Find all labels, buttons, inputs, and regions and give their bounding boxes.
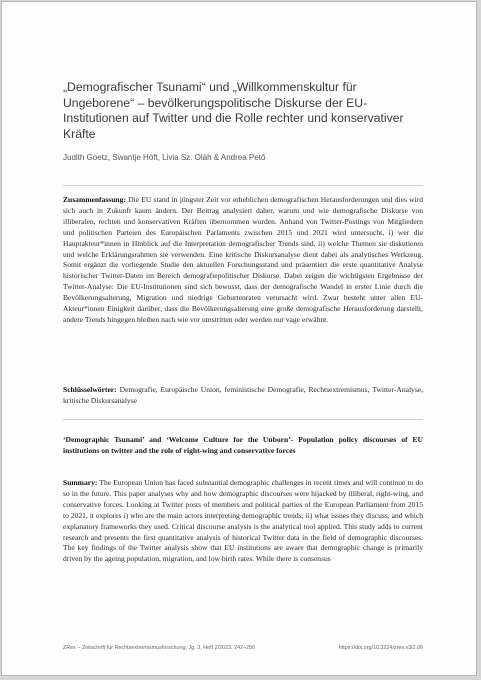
abstract-english-text: The European Union has faced substantial demographic challenges in recent times and will continue to do so in the future. This paper analyses why and how demographic discourses were hijacked by illiberal, right-wing, and conservative forces. Looking at Twitter posts of members and political parties of the European Parliament from 2015 to 2021, it explores i) who are the main actors interpreting demographic trends; ii) what issues they discuss, and which explanatory frameworks they used. Critical discourse analysis is the analytical tool applied. This study adds to current research and presents the first quantitative analysis of historical Twitter data in the field of demographic discourses. The key findings of the Twitter analysis show that EU institutions are aware that demographic change is primarily driven by the ageing population, migration, and low birth rates. While there is consensus <box>63 478 423 564</box>
abstract-german-text: Die EU stand in jüngster Zeit vor erheblichen demografischen Herausforderungen und dies wird sich auch in Zukunft kaum ändern. Der Beitrag analysiert daher, warum und wie demografische Diskurse von illiberalen, rechten und konservativen Kräften übernommen wurden. Anhand von Twitter-Postings von Mitgliedern und politischen Parteien des Europäischen Parlaments zwischen 2015 und 2021 wird untersucht, i) wer die Hauptakteur*innen in Hinblick auf die Interpretation demografischer Trends sind, ii) welche Themen sie diskutieren und welche Erklärungsrahmen sie verwenden. Eine kritische Diskursanalyse dient dabei als analytisches Werkzeug. Somit ergänzt die vorliegende Studie den aktuellen Forschungsstand und präsentiert die erste quantitative Analyse historischer Twitter-Daten im Bereich demografiepolitischer Diskurse. Dabei zeigen die wichtigsten Ergebnisse der Twitter-Analyse: Die EU-Institutionen sind sich bewusst, dass der demografische Wandel in erster Linie durch die Bevölkerungsalterung, Migration und niedrige Geburtenraten verursacht wird. Zwar besteht unter allen EU-Akteur*innen Einigkeit darüber, dass die Bevölkerungsalterung eine große demografische Herausforderung darstellt, andere Trends hingegen bleiben nach wie vor umstritten oder werden nur vage erwähnt. <box>63 195 423 324</box>
article-title: „Demografischer Tsunami“ und „Willkommenskultur für Ungeborene“ – bevölkerungspolitische Diskurse der EU-Institutionen auf Twitter und die Rolle rechter und konservativer Kräfte <box>63 80 404 141</box>
keywords-german-label: Schlüsselwörter: <box>63 385 117 394</box>
footer-journal: ZRex – Zeitschrift für Rechtsextremismusforschung, Jg. 3, Heft 2/2023, 242–256 <box>63 645 256 651</box>
page-footer <box>63 645 423 651</box>
abstract-english-label: Summary: <box>63 478 98 487</box>
keywords-german <box>63 385 423 407</box>
divider <box>63 419 423 420</box>
abstract-german-label: Zusammenfassung: <box>63 195 126 204</box>
abstract-english <box>63 478 423 565</box>
document-page <box>1 1 477 676</box>
abstract-german <box>63 195 423 326</box>
article-authors: Judith Goetz, Swantje Höft, Livia Sz. Oláh & Andrea Pető <box>63 153 266 162</box>
english-title: ‘Demographic Tsunami’ and ‘Welcome Culture for the Unborn’- Population policy discourses of EU institutions on twitter and the role of right-wing and conservative forces <box>63 435 423 455</box>
footer-doi-link[interactable]: https://doi.org/10.3224/zrex.v3i2.06 <box>338 645 423 651</box>
divider <box>63 185 423 186</box>
keywords-german-text: Demografie, Europäische Union, feministische Demografie, Rechtsextremismus, Twitter-Analyse, kritische Diskursanalyse <box>63 385 423 405</box>
